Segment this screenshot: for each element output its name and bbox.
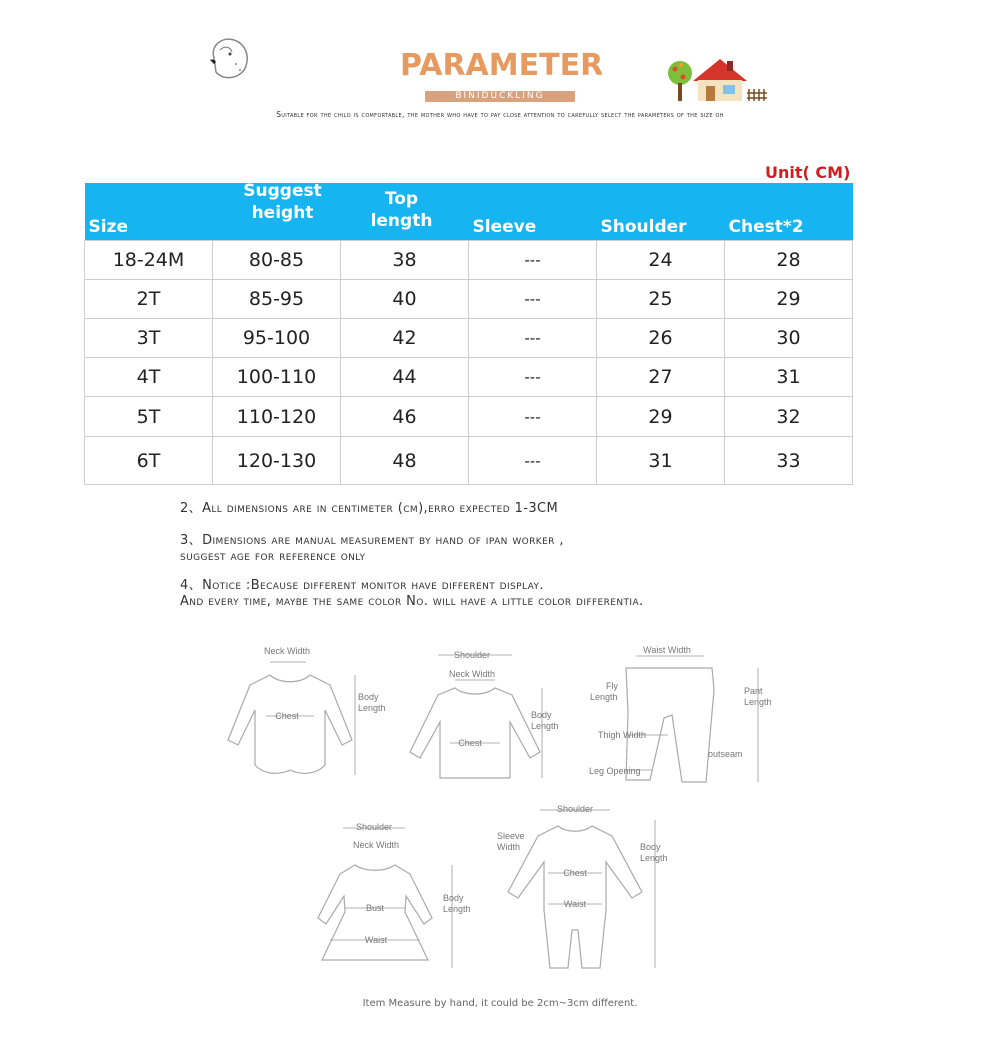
label-chest: Chest	[563, 868, 587, 878]
cell-size: 3T	[85, 319, 213, 358]
cell-sleeve: ---	[469, 437, 597, 485]
cell-sleeve: ---	[469, 358, 597, 397]
label-length: Length	[640, 853, 668, 863]
table-row	[85, 437, 853, 485]
cell-top-length: 38	[341, 241, 469, 280]
footer-note: Item Measure by hand, it could be 2cm~3cm different.	[362, 998, 638, 1009]
label-fly: Fly	[606, 681, 618, 691]
cell-shoulder: 29	[597, 397, 725, 437]
cell-sleeve: ---	[469, 280, 597, 319]
label-neck-width: Neck Width	[263, 646, 311, 656]
header-top-length	[341, 183, 469, 241]
cell-chest: 31	[725, 358, 853, 397]
label-waist: Waist	[563, 899, 587, 909]
label-neck-width: Neck Width	[352, 840, 400, 850]
label-pant: Pant	[744, 686, 763, 696]
table-row	[85, 358, 853, 397]
cell-chest: 33	[725, 437, 853, 485]
label-outseam: outseam	[708, 749, 743, 759]
page-title: PARAMETER	[400, 48, 604, 83]
cell-size: 6T	[85, 437, 213, 485]
cell-height: 120-130	[213, 437, 341, 485]
table-header-row	[85, 183, 853, 241]
cell-height: 110-120	[213, 397, 341, 437]
cell-top-length: 44	[341, 358, 469, 397]
unit-label: Unit( CM)	[765, 163, 851, 182]
cell-top-length: 48	[341, 437, 469, 485]
cell-top-length: 40	[341, 280, 469, 319]
cell-size: 4T	[85, 358, 213, 397]
header-suggest-height	[213, 183, 341, 241]
measurement-diagrams	[200, 638, 800, 978]
label-body: Body	[640, 842, 661, 852]
cell-shoulder: 31	[597, 437, 725, 485]
cell-top-length: 46	[341, 397, 469, 437]
cell-chest: 28	[725, 241, 853, 280]
note-2: 2、All dimensions are in centimeter (cm),erro expected 1-3CM	[180, 501, 559, 516]
label-bust: Bust	[365, 903, 385, 913]
cell-size: 18-24M	[85, 241, 213, 280]
table-row	[85, 280, 853, 319]
label-waist-width: Waist Width	[643, 645, 691, 655]
note-4: 4、Notice :Because different monitor have different display.	[180, 578, 544, 593]
label-leg-opening: Leg Opening	[589, 766, 641, 776]
tagline: Suitable for the child is comfortable, the mother who have to pay close attention to carefully select the parameters of the size oh	[276, 110, 724, 119]
label-body: Body	[358, 692, 379, 702]
cell-shoulder: 26	[597, 319, 725, 358]
label-shoulder: Shoulder	[355, 822, 393, 832]
label-waist: Waist	[364, 935, 388, 945]
cell-height: 100-110	[213, 358, 341, 397]
label-shoulder: Shoulder	[453, 650, 491, 660]
label-length: Length	[590, 692, 618, 702]
header-top-length-text: Top length	[370, 189, 433, 231]
cell-height: 95-100	[213, 319, 341, 358]
cell-size: 5T	[85, 397, 213, 437]
table-row	[85, 397, 853, 437]
label-shoulder: Shoulder	[556, 804, 594, 814]
header-sleeve: Sleeve	[469, 183, 597, 241]
cell-height: 80-85	[213, 241, 341, 280]
label-body: Body	[531, 710, 552, 720]
cell-sleeve: ---	[469, 241, 597, 280]
cell-size: 2T	[85, 280, 213, 319]
table-row	[85, 319, 853, 358]
cell-top-length: 42	[341, 319, 469, 358]
cell-height: 85-95	[213, 280, 341, 319]
label-length: Length	[358, 703, 386, 713]
table-row	[85, 241, 853, 280]
label-body: Body	[443, 893, 464, 903]
cell-shoulder: 24	[597, 241, 725, 280]
cell-shoulder: 27	[597, 358, 725, 397]
note-4-continued: And every time, maybe the same color No. will have a little color differentia.	[180, 594, 644, 609]
note-3-continued: suggest age for reference only	[180, 549, 366, 564]
size-table	[84, 183, 853, 485]
label-width: Width	[497, 842, 521, 852]
header-chest: Chest*2	[725, 183, 853, 241]
cell-sleeve: ---	[469, 319, 597, 358]
cell-shoulder: 25	[597, 280, 725, 319]
duck-logo-icon	[200, 28, 260, 88]
cell-chest: 32	[725, 397, 853, 437]
cell-chest: 30	[725, 319, 853, 358]
label-length: Length	[443, 904, 471, 914]
brand-banner: BINIDUCKLING	[425, 91, 575, 102]
header-size: Size	[85, 183, 213, 241]
label-thigh-width: Thigh Width	[598, 730, 647, 740]
cell-sleeve: ---	[469, 397, 597, 437]
label-length: Length	[744, 697, 772, 707]
house-tree-icon	[665, 55, 770, 103]
cell-chest: 29	[725, 280, 853, 319]
label-length: Length	[531, 721, 559, 731]
label-neck-width: Neck Width	[448, 669, 496, 679]
note-3: 3、Dimensions are manual measurement by hand of ipan worker ,	[180, 533, 564, 548]
header-suggest-height-text: Suggest height	[243, 181, 322, 223]
label-sleeve: Sleeve	[497, 831, 525, 841]
label-chest: Chest	[458, 738, 482, 748]
label-chest: Chest	[275, 711, 299, 721]
header-shoulder: Shoulder	[597, 183, 725, 241]
